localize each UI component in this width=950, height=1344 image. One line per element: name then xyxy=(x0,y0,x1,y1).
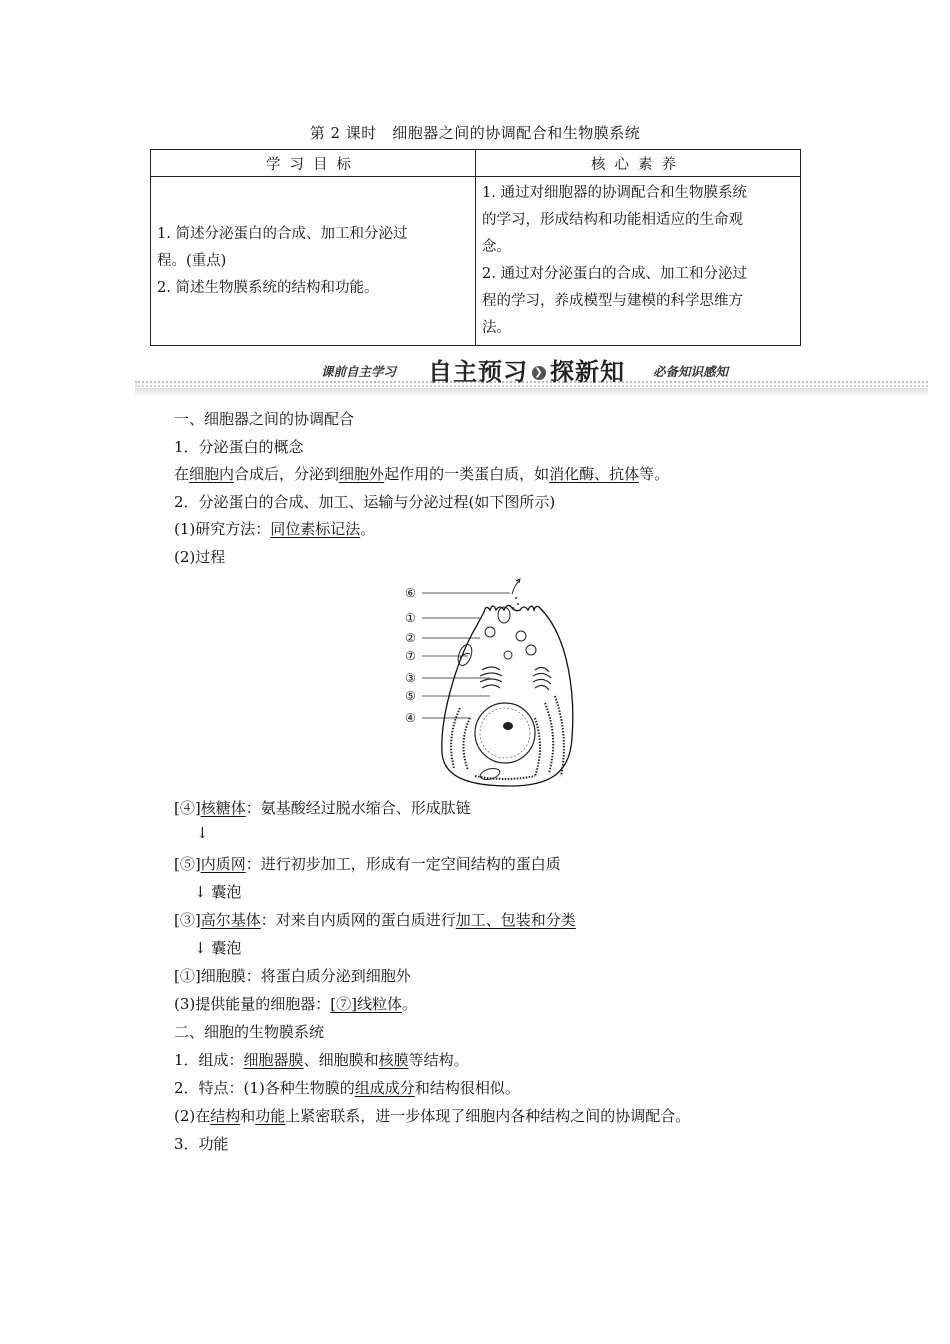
method-line: (1)研究方法：同位素标记法。 xyxy=(174,520,376,538)
banner-title-right: 探新知 xyxy=(550,358,625,386)
banner-right-text: 必备知识感知 xyxy=(653,364,729,379)
banner-title xyxy=(428,352,625,387)
section-heading-1: 一、细胞器之间的协调配合 xyxy=(174,410,355,428)
answer-blank: 同位素标记法 xyxy=(270,520,361,538)
label-7: ⑦ xyxy=(405,649,416,663)
answer-blank: 核膜 xyxy=(378,1051,409,1069)
composition-line: 1．组成：细胞器膜、细胞膜和核膜等结构。 xyxy=(174,1051,469,1069)
answer-blank: 线粒体 xyxy=(356,995,402,1013)
process-heading: (2)过程 xyxy=(174,548,226,566)
answer-blank: 结构 xyxy=(210,1107,241,1125)
answer-blank: 消化酶、抗体 xyxy=(549,465,640,483)
label-4: ④ xyxy=(405,711,416,725)
literacy-line: 的学习，形成结构和功能相适应的生命观 xyxy=(482,212,743,228)
answer-blank: 高尔基体 xyxy=(200,911,261,929)
process-step: [③]高尔基体：对来自内质网的蛋白质进行加工、包装和分类 xyxy=(174,911,576,929)
answer-blank: 内质网 xyxy=(200,855,246,873)
label-1: ① xyxy=(405,611,416,625)
process-step: [①]细胞膜：将蛋白质分泌到细胞外 xyxy=(174,967,411,985)
vesicle-arrow: ↓ 囊泡 xyxy=(194,939,242,957)
core-literacy-cell xyxy=(476,177,801,346)
goal-line: 程。(重点) xyxy=(157,252,227,269)
label-5: ⑤ xyxy=(405,689,416,703)
answer-blank: 细胞器膜 xyxy=(243,1051,304,1069)
literacy-line: 程的学习，养成模型与建模的科学思维方 xyxy=(482,293,743,309)
answer-blank: 核糖体 xyxy=(200,799,246,817)
feature-line: 2．特点：(1)各种生物膜的组成成分和结构很相似。 xyxy=(174,1079,520,1097)
vesicle-arrow: ↓ 囊泡 xyxy=(194,883,242,901)
energy-line: (3)提供能量的细胞器：[⑦]线粒体。 xyxy=(174,995,417,1013)
literacy-line: 2. 通过对分泌蛋白的合成、加工和分泌过 xyxy=(482,266,747,282)
section-heading-2: 二、细胞的生物膜系统 xyxy=(174,1023,325,1041)
label-2: ② xyxy=(405,631,416,645)
answer-blank: 细胞内 xyxy=(189,465,235,483)
process-step: [④]核糖体：氨基酸经过脱水缩合、形成肽链 xyxy=(174,799,471,817)
banner-left-text: 课前自主学习 xyxy=(321,364,397,379)
section-banner xyxy=(135,352,928,398)
answer-blank: 组成成分 xyxy=(354,1079,415,1097)
down-arrow-icon: ↓ xyxy=(196,824,209,842)
header-core-literacy: 核心素养 xyxy=(476,150,801,177)
function-heading: 3．功能 xyxy=(174,1135,229,1153)
subheading: 1．分泌蛋白的概念 xyxy=(174,438,304,456)
learning-goals-cell xyxy=(151,177,476,346)
process-step: [⑤]内质网：进行初步加工，形成有一定空间结构的蛋白质 xyxy=(174,855,561,873)
goal-line: 1. 简述分泌蛋白的合成、加工和分泌过 xyxy=(157,225,408,242)
secretory-cell-diagram xyxy=(400,578,600,790)
lesson-title: 第 2 课时 细胞器之间的协调配合和生物膜系统 xyxy=(309,124,641,142)
definition-line: 在细胞内合成后，分泌到细胞外起作用的一类蛋白质，如消化酶、抗体等。 xyxy=(174,465,670,483)
answer-blank: 细胞外 xyxy=(339,465,385,483)
arrow-right-icon: ❯ xyxy=(532,366,546,380)
goal-line: 2. 简述生物膜系统的结构和功能。 xyxy=(157,279,379,296)
label-6: ⑥ xyxy=(405,586,416,600)
literacy-line: 法。 xyxy=(482,320,511,336)
subheading: 2．分泌蛋白的合成、加工、运输与分泌过程(如下图所示) xyxy=(174,493,556,511)
answer-blank: 功能 xyxy=(255,1107,286,1125)
literacy-line: 1. 通过对细胞器的协调配合和生物膜系统 xyxy=(482,185,747,201)
banner-title-left: 自主预习 xyxy=(428,358,528,386)
objectives-table xyxy=(150,149,801,346)
literacy-line: 念。 xyxy=(482,239,511,255)
feature-line-2: (2)在结构和功能上紧密联系，进一步体现了细胞内各种结构之间的协调配合。 xyxy=(174,1107,691,1125)
answer-blank: 加工、包装和分类 xyxy=(455,911,576,929)
answer-blank: [⑦] xyxy=(330,995,357,1013)
label-3: ③ xyxy=(405,671,416,685)
header-learning-goals: 学习目标 xyxy=(151,150,476,177)
